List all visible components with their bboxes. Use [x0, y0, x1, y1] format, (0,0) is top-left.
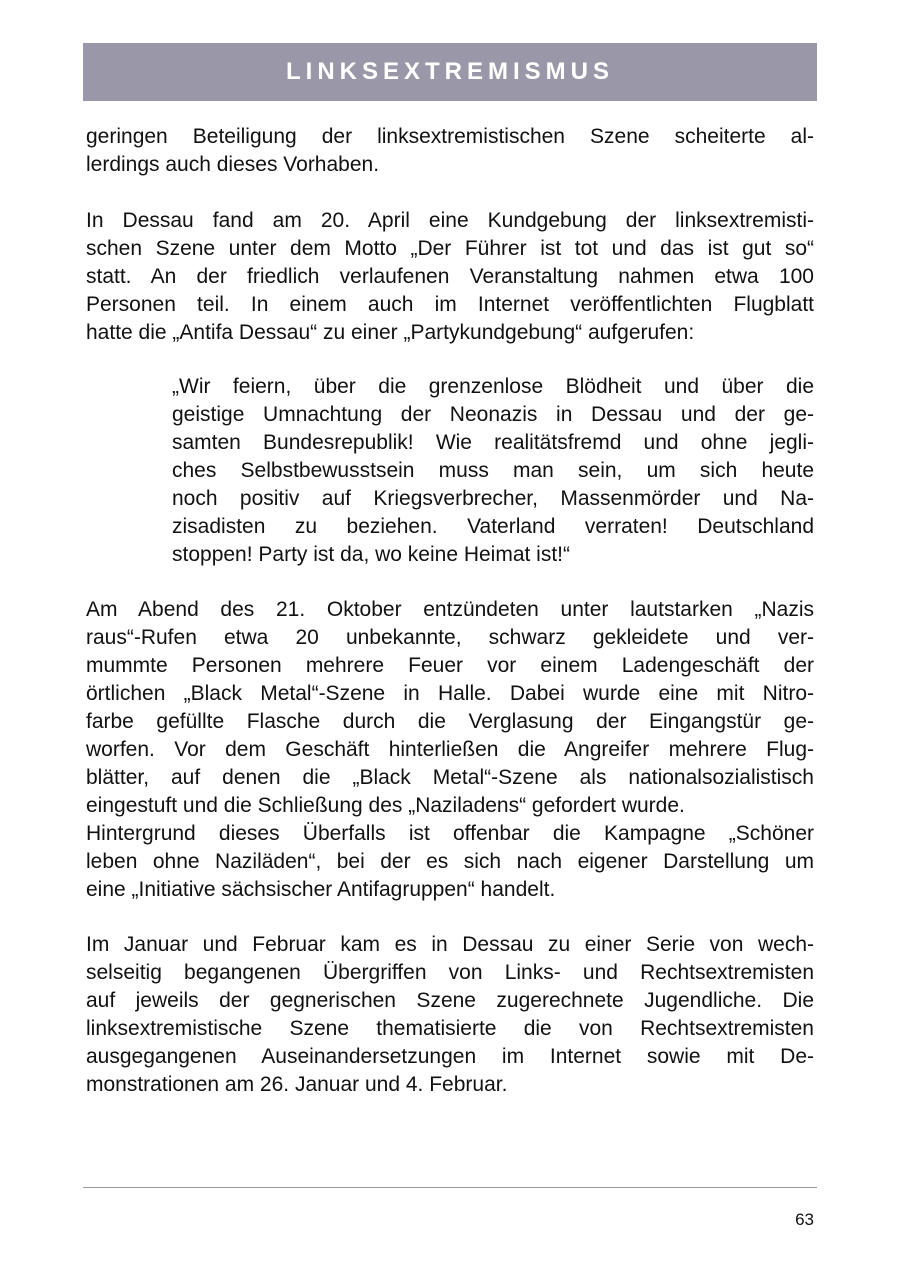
paragraph: [86, 820, 814, 904]
footer-divider: [83, 1187, 817, 1188]
text-line: eine „Initiative sächsischer Antifagruppen“ handelt.: [86, 878, 556, 901]
page-number: 63: [795, 1210, 814, 1229]
text-line: samten Bundesrepublik! Wie realitätsfremd und ohne jegli-: [172, 431, 814, 454]
text-line: statt. An der friedlich verlaufenen Veranstaltung nahmen etwa 100: [86, 265, 814, 288]
text-line: lerdings auch dieses Vorhaben.: [86, 153, 380, 176]
text-line: Hintergrund dieses Überfalls ist offenbar die Kampagne „Schöner: [86, 822, 814, 845]
text-line: zisadisten zu beziehen. Vaterland verraten! Deutschland: [172, 515, 814, 538]
text-line: selseitig begangenen Übergriffen von Links- und Rechtsextremisten: [86, 961, 814, 984]
text-line: schen Szene unter dem Motto „Der Führer ist tot und das ist gut so“: [86, 237, 814, 260]
block-quote: [172, 373, 814, 569]
text-line: monstrationen am 26. Januar und 4. Februar.: [86, 1073, 508, 1096]
text-line: „Wir feiern, über die grenzenlose Blödheit und über die: [172, 375, 814, 398]
text-line: Am Abend des 21. Oktober entzündeten unter lautstarken „Nazis: [86, 598, 814, 621]
text-line: linksextremistische Szene thematisierte die von Rechtsextremisten: [86, 1017, 814, 1040]
text-line: ausgegangenen Auseinandersetzungen im Internet sowie mit De-: [86, 1045, 814, 1068]
text-line: Personen teil. In einem auch im Internet veröffentlichten Flugblatt: [86, 293, 814, 316]
text-line: eingestuft und die Schließung des „Naziladens“ gefordert wurde.: [86, 794, 685, 817]
text-line: ches Selbstbewusstsein muss man sein, um sich heute: [172, 459, 814, 482]
text-line: geistige Umnachtung der Neonazis in Dessau und der ge-: [172, 403, 814, 426]
paragraph: [86, 123, 814, 179]
text-line: mummte Personen mehrere Feuer vor einem Ladengeschäft der: [86, 654, 814, 677]
text-line: hatte die „Antifa Dessau“ zu einer „Partykundgebung“ aufgerufen:: [86, 321, 695, 344]
text-line: noch positiv auf Kriegsverbrecher, Massenmörder und Na-: [172, 487, 814, 510]
paragraph: [86, 596, 814, 820]
paragraph: [86, 207, 814, 347]
text-line: raus“-Rufen etwa 20 unbekannte, schwarz gekleidete und ver-: [86, 626, 814, 649]
text-line: geringen Beteiligung der linksextremistischen Szene scheiterte al-: [86, 125, 814, 148]
text-line: örtlichen „Black Metal“-Szene in Halle. Dabei wurde eine mit Nitro-: [86, 682, 814, 705]
text-line: worfen. Vor dem Geschäft hinterließen die Angreifer mehrere Flug-: [86, 738, 814, 761]
section-header: [83, 43, 817, 101]
paragraph: [86, 931, 814, 1099]
text-line: farbe gefüllte Flasche durch die Verglasung der Eingangstür ge-: [86, 710, 814, 733]
text-line: Im Januar und Februar kam es in Dessau zu einer Serie von wech-: [86, 933, 814, 956]
text-line: blätter, auf denen die „Black Metal“-Szene als nationalsozialistisch: [86, 766, 814, 789]
text-line: leben ohne Naziläden“, bei der es sich nach eigener Darstellung um: [86, 850, 814, 873]
text-line: auf jeweils der gegnerischen Szene zugerechnete Jugendliche. Die: [86, 989, 814, 1012]
text-line: In Dessau fand am 20. April eine Kundgebung der linksextremisti-: [86, 209, 814, 232]
text-line: stoppen! Party ist da, wo keine Heimat ist!“: [172, 543, 571, 566]
section-title: LINKSEXTREMISMUS: [285, 58, 614, 85]
